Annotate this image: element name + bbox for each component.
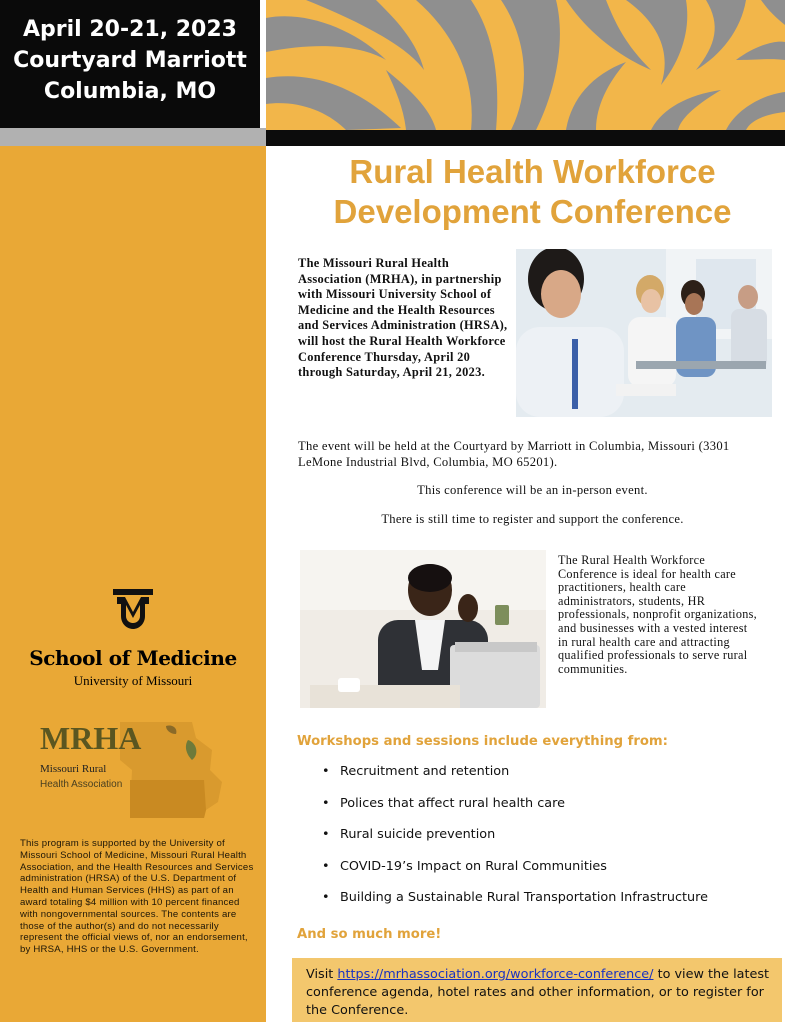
workshop-list bbox=[322, 764, 708, 922]
conference-title-line1: Rural Health Workforce bbox=[349, 153, 716, 190]
conference-website-link[interactable]: https://mrhassociation.org/workforce-conference/ bbox=[337, 967, 654, 982]
and-more-text: And so much more! bbox=[297, 927, 442, 942]
bullet-icon: • bbox=[322, 795, 330, 811]
black-divider-bar bbox=[266, 130, 785, 146]
workshop-item-label: Polices that affect rural health care bbox=[340, 795, 565, 811]
tiger-stripe-banner bbox=[266, 0, 785, 130]
list-item bbox=[322, 859, 708, 891]
workshop-item-label: Rural suicide prevention bbox=[340, 827, 496, 842]
list-item bbox=[322, 796, 708, 828]
professional-laptop-photo bbox=[300, 550, 546, 708]
tiger-stripe-graphic bbox=[266, 0, 785, 130]
intro-paragraph: The Missouri Rural Health Association (MRHA), in partnership with Missouri University School of Medicine and the Health Resources and Services Administration (HRSA), will host the Rural Health Workforce Conference Thursday, April 20 through Saturday, April 21, 2023. bbox=[298, 256, 508, 380]
visit-callout-box bbox=[292, 958, 782, 1022]
university-subtitle: University of Missouri bbox=[73, 673, 193, 688]
funding-disclaimer: This program is supported by the University of Missouri School of Medicine, Missouri Rural Health Association, and the Health Resources and Services administration (HRSA) of the U.S. Department of Health and Human Services (HHS) as part of an award totaling $4 million with 10 percent financed with nongovernmental sources. The contents are those of the author(s) and do not necessarily represent the official views of, nor an endorsement, by HRSA, HHS or the U.S. Government. bbox=[20, 838, 254, 956]
bullet-icon: • bbox=[322, 890, 330, 905]
register-note: There is still time to register and support the conference. bbox=[381, 512, 684, 526]
visit-suffix: to view the latest conference agenda, hotel rates and other information, or to register for the Conference. bbox=[306, 967, 770, 1018]
venue-paragraph: The event will be held at the Courtyard by Marriott in Columbia, Missouri (3301 LeMone Industrial Blvd, Columbia, MO 65201). bbox=[298, 439, 730, 469]
workshops-heading: Workshops and sessions include everything from: bbox=[297, 734, 668, 749]
gray-divider-bar bbox=[0, 128, 266, 146]
audience-paragraph: The Rural Health Workforce Conference is ideal for health care practitioners, health care administrators, students, HR professionals, nonprofit organizations, and businesses with a vested interest in rural health care and attracting qualified professionals to serve rural communities. bbox=[558, 553, 757, 676]
attendees-photo bbox=[516, 249, 772, 417]
school-of-medicine-title: School of Medicine bbox=[29, 646, 237, 670]
in-person-note: This conference will be an in-person event. bbox=[417, 483, 648, 497]
bullet-icon: • bbox=[322, 827, 330, 842]
list-item bbox=[322, 827, 708, 859]
event-venue: Courtyard Marriott bbox=[13, 48, 247, 73]
workshop-item-label: Recruitment and retention bbox=[340, 764, 510, 779]
conference-title bbox=[290, 152, 775, 232]
event-date: April 20-21, 2023 bbox=[23, 17, 237, 42]
conference-title-line2: Development Conference bbox=[333, 193, 732, 230]
mrha-name-line2: Health Association bbox=[40, 779, 123, 790]
workshop-item-label: Building a Sustainable Rural Transportation Infrastructure bbox=[340, 890, 708, 905]
event-city: Columbia, MO bbox=[43, 79, 217, 104]
list-item bbox=[322, 764, 708, 796]
visit-prefix: Visit bbox=[306, 967, 338, 982]
event-date-block bbox=[0, 0, 260, 128]
bullet-icon: • bbox=[322, 858, 330, 874]
mizzou-logo-icon bbox=[112, 588, 154, 630]
mrha-logo-text: MRHA bbox=[40, 720, 142, 756]
bullet-icon: • bbox=[322, 764, 330, 779]
mrha-name-line1: Missouri Rural bbox=[40, 763, 107, 775]
list-item bbox=[322, 890, 708, 922]
workshop-item-label: COVID-19’s Impact on Rural Communities bbox=[340, 858, 607, 874]
